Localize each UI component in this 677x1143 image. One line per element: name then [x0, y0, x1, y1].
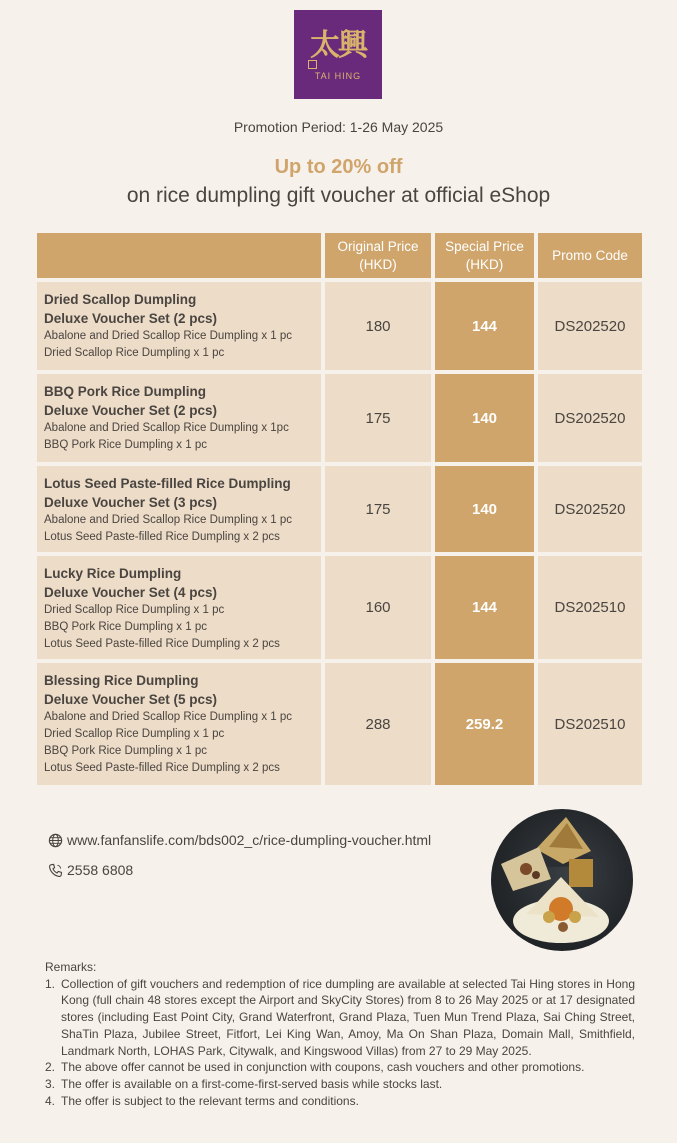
remarks	[45, 959, 635, 1109]
product-description	[37, 374, 321, 462]
special-price: 144	[435, 282, 534, 370]
logo-mark: 太興	[310, 27, 366, 63]
product-item: Lotus Seed Paste-filled Rice Dumpling x 2 pcs	[44, 531, 280, 543]
original-price: 180	[325, 282, 431, 370]
product-description	[37, 466, 321, 552]
product-name-line2: Deluxe Voucher Set (4 pcs)	[44, 585, 218, 600]
promo-code: DS202510	[538, 556, 642, 659]
product-item: Dried Scallop Rice Dumpling x 1 pc	[44, 347, 225, 359]
headline: Up to 20% off	[274, 156, 403, 178]
remark-number: 2.	[45, 1060, 56, 1075]
promotion-period: Promotion Period: 1-26 May 2025	[233, 119, 444, 135]
header-special-price: Special Price (HKD)	[435, 233, 534, 278]
product-description	[37, 663, 321, 785]
header-product	[37, 233, 321, 278]
product-name-line2: Deluxe Voucher Set (2 pcs)	[44, 311, 218, 326]
product-item: Abalone and Dried Scallop Rice Dumpling x 1pc	[44, 422, 289, 434]
remarks-list	[45, 976, 635, 1110]
subheadline: on rice dumpling gift voucher at official eShop	[126, 184, 551, 207]
phone-line[interactable]	[48, 862, 133, 878]
globe-icon	[48, 833, 63, 848]
tai-hing-logo	[294, 10, 382, 99]
product-item: Lotus Seed Paste-filled Rice Dumpling x 2 pcs	[44, 638, 280, 650]
product-name-line2: Deluxe Voucher Set (3 pcs)	[44, 495, 218, 510]
rice-dumpling-photo	[491, 809, 633, 951]
original-price: 175	[325, 374, 431, 462]
product-item: Dried Scallop Rice Dumpling x 1 pc	[44, 604, 225, 616]
logo-seal-icon	[308, 60, 317, 69]
promo-code: DS202510	[538, 663, 642, 785]
original-price: 175	[325, 466, 431, 552]
remark-number: 3.	[45, 1076, 56, 1091]
product-name-line2: Deluxe Voucher Set (5 pcs)	[44, 692, 218, 707]
logo-name: TAI HING	[314, 70, 362, 81]
website-link[interactable]: www.fanfanslife.com/bds002_c/rice-dumpling-voucher.html	[67, 832, 432, 848]
product-item: Dried Scallop Rice Dumpling x 1 pc	[44, 728, 225, 740]
product-item: BBQ Pork Rice Dumpling x 1 pc	[44, 439, 207, 451]
promo-code: DS202520	[538, 374, 642, 462]
remarks-title: Remarks:	[45, 960, 97, 974]
remark-item	[45, 1093, 635, 1110]
remark-text: The offer is subject to the relevant terms and conditions.	[61, 1093, 359, 1108]
product-item: Abalone and Dried Scallop Rice Dumpling x 1 pc	[44, 330, 293, 342]
special-price: 144	[435, 556, 534, 659]
product-item: BBQ Pork Rice Dumpling x 1 pc	[44, 745, 207, 757]
original-price: 288	[325, 663, 431, 785]
remark-number: 1.	[45, 976, 56, 991]
phone-icon	[48, 863, 63, 878]
product-name-line2: Deluxe Voucher Set (2 pcs)	[44, 403, 218, 418]
remark-text: The above offer cannot be used in conjunction with coupons, cash vouchers and other promotions.	[61, 1060, 585, 1075]
product-name-line1: Dried Scallop Dumpling	[44, 292, 197, 307]
product-item: Abalone and Dried Scallop Rice Dumpling x 1 pc	[44, 514, 293, 526]
product-name-line1: Blessing Rice Dumpling	[44, 673, 199, 688]
promo-code: DS202520	[538, 466, 642, 552]
special-price: 259.2	[435, 663, 534, 785]
product-description	[37, 282, 321, 370]
product-name-line1: Lotus Seed Paste-filled Rice Dumpling	[44, 476, 291, 491]
remark-number: 4.	[45, 1093, 56, 1108]
header-promo-code: Promo Code	[538, 233, 642, 278]
website-line[interactable]	[48, 832, 431, 848]
remark-item	[45, 1076, 635, 1093]
product-name-line1: BBQ Pork Rice Dumpling	[44, 384, 207, 399]
product-item: Abalone and Dried Scallop Rice Dumpling x 1 pc	[44, 711, 293, 723]
product-item: BBQ Pork Rice Dumpling x 1 pc	[44, 621, 207, 633]
special-price: 140	[435, 374, 534, 462]
product-item: Lotus Seed Paste-filled Rice Dumpling x 2 pcs	[44, 762, 280, 774]
phone-number[interactable]: 2558 6808	[67, 862, 134, 878]
promo-code: DS202520	[538, 282, 642, 370]
remark-text: The offer is available on a first-come-first-served basis while stocks last.	[61, 1076, 443, 1091]
original-price: 160	[325, 556, 431, 659]
special-price: 140	[435, 466, 534, 552]
product-description	[37, 556, 321, 659]
remark-item	[45, 1059, 635, 1076]
header-original-price: Original Price (HKD)	[325, 233, 431, 278]
remark-text: Collection of gift vouchers and redemption of rice dumpling are available at selected Tai Hing stores in Hong Kong (full chain 48 stores except the Airport and SkyCity Stores) from 8 to 26 May 2025 or at 17 designated stores (including East Point City, Grand Waterfront, Grand Plaza, Tuen Mun Trend Plaza, Sai Ching Street, ShaTin Plaza, Jubilee Street, Fitfort, Lei King Wan, Amoy, Ma On Shan Plaza, Domain Mall, Smithfield, Landmark North, LOHAS Park, Citywalk, and Kingswood Villas) from 27 to 29 May 2025.	[61, 976, 635, 1058]
product-name-line1: Lucky Rice Dumpling	[44, 566, 182, 581]
remark-item	[45, 976, 635, 1060]
